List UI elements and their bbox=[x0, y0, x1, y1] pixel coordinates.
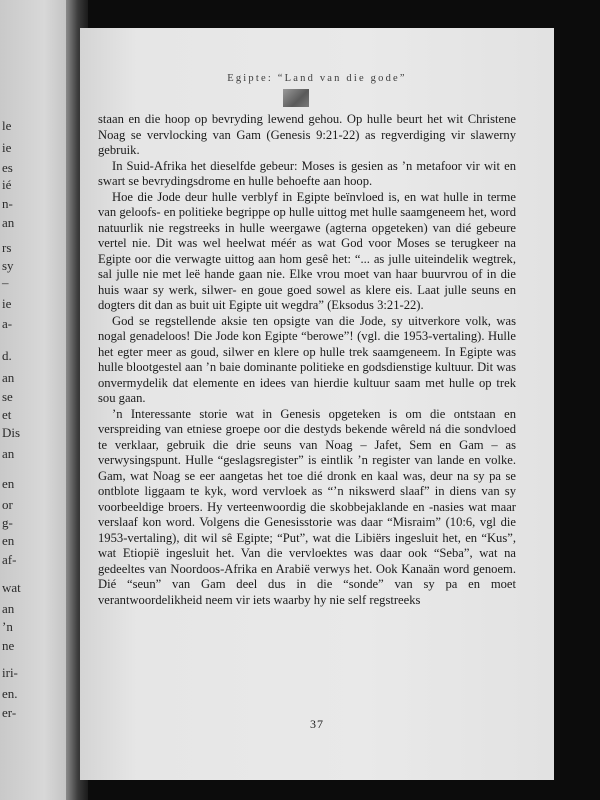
left-page-fragment: ie bbox=[2, 140, 12, 155]
ornament-image bbox=[283, 89, 309, 107]
left-page-fragment: an bbox=[2, 370, 15, 385]
left-page-fragment: or bbox=[2, 497, 13, 512]
left-page-fragment: ne bbox=[2, 638, 15, 653]
paragraph: staan en die hoop op bevryding lewend gehou. Op hulle beurt het wit Christene Noag se vervlocking van Gam (Genesis 9:21-22) as regverdiging vir slawerny gebruik. bbox=[98, 112, 516, 157]
left-page-fragment: n- bbox=[2, 196, 13, 211]
paragraph: Hoe die Jode deur hulle verblyf in Egipte beïnvloed is, en wat hulle in terme van geloofs- en politieke begrippe op hulle uittog met hulle saamgeneem het, word natuurlik nie regstreeks in hulle weergawe (agterna opgeteken) van dié gebeure vertel nie. Dit was wel heelwat méér as wat God voor Moses se terugkeer na Egipte oor die verwagte uittog aan hom gesê het: “... as julle uiteindelik wegtrek, sal julle nie met leë hande gaan nie. Elke vrou moet van haar buurvrou of in die huis waar sy werk, silwer- en goue goed sowel as klere eis. Laat julle seuns en dogters dit dan as buit uit Egipte uit wegdra” (Eksodus 3:21-22). bbox=[98, 189, 516, 312]
left-page-fragment: g- bbox=[2, 515, 13, 530]
left-page-fragment: sy bbox=[2, 258, 14, 273]
left-page-fragment: rs bbox=[2, 240, 12, 255]
left-page-fragment: an bbox=[2, 446, 15, 461]
body-text bbox=[98, 112, 516, 608]
paragraph: God se regstellende aksie ten opsigte van die Jode, sy uitverkore volk, was nogal genadeloos! Die Jode kon Egipte “berowe”! (vgl. die 1953-vertaling). Hulle het egter meer as goud, silwer en klere op hulle trek saamgeneem. In Egipte was hulle blootgestel aan ’n baie dominante politieke en godsdienstige kultuur. Dit was onvermydelik dat elemente en idees van hierdie kultuur saam met hulle op trek sou gaan. bbox=[98, 313, 516, 405]
left-page-fragment: wat bbox=[2, 580, 21, 595]
left-page-fragment: le bbox=[2, 118, 12, 133]
left-page-fragment: ié bbox=[2, 177, 12, 192]
left-page bbox=[0, 0, 74, 800]
left-page-fragment: – bbox=[2, 275, 9, 290]
left-page-fragment: en. bbox=[2, 686, 18, 701]
paragraph: In Suid-Afrika het dieselfde gebeur: Moses is gesien as ’n metafoor vir wit en swart se bevrydingsdrome en hulle behoefte aan hoop. bbox=[98, 158, 516, 188]
left-page-fragment: d. bbox=[2, 348, 12, 363]
left-page-fragment: a- bbox=[2, 316, 13, 331]
left-page-fragment: an bbox=[2, 215, 15, 230]
left-page-fragment: er- bbox=[2, 705, 17, 720]
left-page-fragment: af- bbox=[2, 552, 17, 567]
right-page bbox=[80, 28, 554, 780]
left-page-fragment: se bbox=[2, 389, 13, 404]
left-page-fragment: iri- bbox=[2, 665, 18, 680]
left-page-fragment: et bbox=[2, 407, 12, 422]
left-page-fragment: an bbox=[2, 601, 15, 616]
left-page-fragment: ’n bbox=[2, 619, 13, 634]
paragraph: ’n Interessante storie wat in Genesis opgeteken is om die ontstaan en verspreiding van etniese groepe oor die destyds bekende wêreld ná die sondvloed te verklaar, gebruik die drie seuns van Noag – Jafet, Sem en Gam – as verwysingspunt. Hulle “geslagsregister” is eintlik ’n register van lande en volke. Gam, wat Noag se eer aangetas het toe dié dronk en kaal was, deur na sy pa se ontblote liggaam te kyk, word vervloek as “’n nikswerd slaaf” in diens van sy voorbeeldige broers. Hy verteenwoordig die skobbejaklande en -nasies wat maar verslaaf kon word. Volgens die Genesisstorie was daar “Misraim” (10:6, vgl die 1953-vertaling), dit wil sê Egipte; “Put”, wat die Libiërs ingesluit het, en “Kus”, wat Etiopië ingesluit het. Van die vervloektes was daar ook “Seba”, wat na gedeeltes van Noordoos-Afrika en Arabië verwys het. Ook Kanaän word genoem. Dié “seun” van Gam deel dus in die “sonde” van sy pa en moet verantwoordelikheid neem vir iets waarby hy nie self regstreeks bbox=[98, 406, 516, 607]
running-head: Egipte: “Land van die gode” bbox=[227, 73, 407, 84]
left-page-fragment: en bbox=[2, 476, 15, 491]
left-page-fragment: es bbox=[2, 160, 13, 175]
page-number: 37 bbox=[310, 717, 324, 731]
left-page-fragment: en bbox=[2, 533, 15, 548]
left-page-fragment: Dis bbox=[2, 425, 21, 440]
left-page-fragment: ie bbox=[2, 296, 12, 311]
